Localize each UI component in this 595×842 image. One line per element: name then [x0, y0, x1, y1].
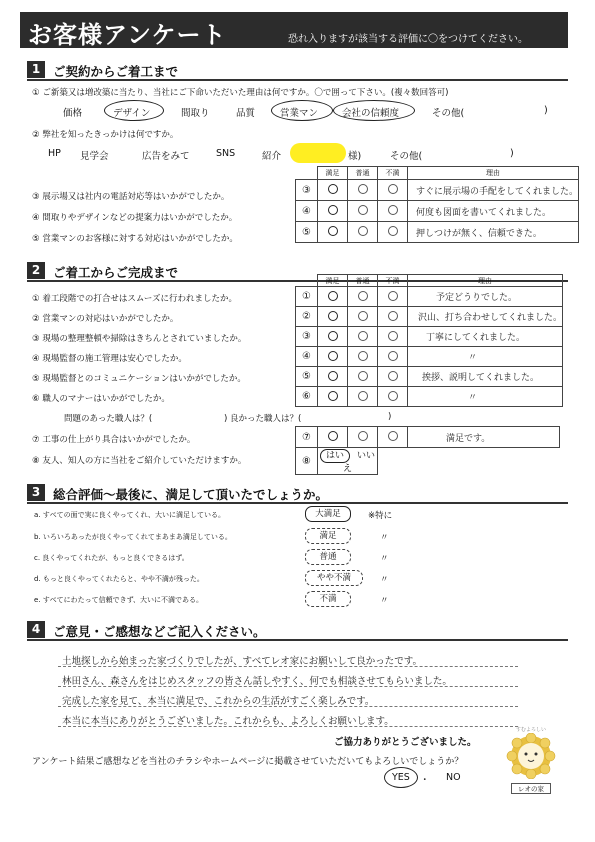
s3-a-label: a. すべての面で実に良くやってくれ、大いに満足している。 — [34, 511, 226, 519]
normal-radio[interactable] — [358, 371, 368, 381]
dissatisfied-radio[interactable] — [388, 331, 398, 341]
satisfied-radio[interactable] — [328, 226, 338, 236]
s1-q2-label: ② 弊社を知ったきっかけは何ですか。 — [32, 130, 179, 140]
s1-opt-other-close: ) — [544, 105, 548, 116]
comment-line-4: 本当に本当にありがとうございました。これからも、よろしくお願いします。 — [62, 716, 394, 727]
dissatisfied-radio[interactable] — [388, 184, 398, 194]
s1-head-dissatisfied: 不満 — [378, 167, 408, 180]
rating-box-normal[interactable]: 普通 — [305, 549, 351, 565]
satisfied-radio[interactable] — [328, 391, 338, 401]
dissatisfied-radio[interactable] — [388, 351, 398, 361]
rating-box-dissatisfied[interactable]: 不満 — [305, 591, 351, 607]
table-row — [296, 387, 563, 407]
s2-head-normal: 普通 — [348, 275, 378, 287]
table-row — [296, 287, 563, 307]
circled-yes-mark — [384, 767, 418, 788]
dissatisfied-radio[interactable] — [388, 391, 398, 401]
comment-line-3: 完成した家を見て、本当に満足で、これからの生活がすごく楽しみです。 — [62, 696, 375, 707]
row-number: ① — [296, 287, 318, 307]
reason-text: すぐに展示場の手配をしてくれました。 — [416, 186, 579, 197]
s1-opt-sales: 営業マン — [280, 108, 319, 119]
s2-q5-label: ⑤ 現場監督とのコミュニケーションはいかがでしたか。 — [32, 374, 246, 384]
dissatisfied-radio[interactable] — [388, 226, 398, 236]
s3-c-label: c. 良くやってくれたが、もっと良くできるはず。 — [34, 554, 189, 562]
table-row — [296, 201, 579, 222]
s1-opt-other: その他( — [432, 108, 465, 119]
reason-text: 押しつけが無く、信頼できた。 — [416, 228, 542, 239]
row-number: ⑦ — [296, 427, 318, 448]
table-row — [296, 222, 579, 243]
s1-opt-quality: 品質 — [236, 108, 256, 119]
publish-yes[interactable]: YES — [392, 772, 410, 783]
reason-text: 挨拶、説明してくれました。 — [422, 373, 540, 383]
s3-e-label: e. すべてにわたって信頼できず、大いに不満である。 — [34, 596, 204, 604]
s2-q2-label: ② 営業マンの対応はいかがでしたか。 — [32, 314, 179, 324]
comment-line-2: 林田さん、森さんをはじめスタッフの皆さん話しやすく、何でも相談させてもらいました。 — [62, 676, 452, 687]
s1-src-open-house: 見学会 — [80, 151, 109, 162]
reason-text: 沢山、打ち合わせしてくれました。 — [418, 313, 563, 323]
s2-head-satisfied: 満足 — [318, 275, 348, 287]
dissatisfied-radio[interactable] — [388, 371, 398, 381]
s2-q1-label: ① 着工段階での打合せはスムーズに行われましたか。 — [32, 294, 237, 304]
s2-q6-label: ⑥ 職人のマナーはいかがでしたか。 — [32, 394, 170, 404]
row-number: ⑤ — [296, 367, 318, 387]
row-number: ④ — [296, 347, 318, 367]
s1-q1-label: ① ご新築又は増改築に当たり、当社にご下命いただいた理由は何ですか。〇で囲って下さい。(複々数回答可) — [32, 88, 449, 98]
s1-q3-label: ③ 展示場又は社内の電話対応等はいかがでしたか。 — [32, 192, 230, 202]
s1-src-referral: 紹介 — [262, 151, 282, 162]
s1-head-normal: 普通 — [348, 167, 378, 180]
rating-box-satisfied[interactable]: 満足 — [305, 528, 351, 544]
s2-q8-label: ⑧ 友人、知人の方に当社をご紹介していただけますか。 — [32, 456, 247, 466]
section-3-number: 3 — [27, 484, 45, 501]
s3-d-label: d. もっと良くやってくれたらと、やや不満が残った。 — [34, 575, 204, 583]
rating-box-somewhat-dissatisfied[interactable]: やや不満 — [305, 570, 363, 586]
reason-text: 〃 — [468, 393, 478, 403]
s1-rating-table — [295, 166, 579, 243]
normal-radio[interactable] — [358, 226, 368, 236]
table-row — [296, 180, 579, 201]
s1-src-other-close: ) — [510, 148, 514, 159]
satisfied-radio[interactable] — [328, 205, 338, 215]
s3-d-mark: 〃 — [380, 575, 389, 585]
reason-text: 丁寧にしてくれました。 — [426, 333, 526, 343]
satisfied-radio[interactable] — [328, 431, 338, 441]
s2-head-reason: 理由 — [408, 275, 563, 287]
normal-radio[interactable] — [358, 331, 368, 341]
no-option[interactable]: いいえ — [342, 451, 375, 474]
thanks-text: ご協力ありがとうございました。 — [334, 737, 477, 748]
s1-q4-label: ④ 間取りやデザインなどの提案力はいかがでしたか。 — [32, 213, 238, 223]
s1-head-satisfied: 満足 — [318, 167, 348, 180]
s2-craft-end: ) — [388, 412, 392, 422]
normal-radio[interactable] — [358, 431, 368, 441]
section-4-title: ご意見・ご感想などご記入ください。 — [53, 624, 266, 639]
rating-box-very-satisfied[interactable]: 大満足 — [305, 506, 351, 522]
comment-line-1: 土地探しから始まった家づくりでしたが、すべてレオ家にお願いして良かったです。 — [62, 656, 423, 667]
normal-radio[interactable] — [358, 311, 368, 321]
s1-head-reason: 理由 — [408, 167, 579, 180]
table-row — [296, 448, 560, 475]
s2-q3-label: ③ 現場の整理整頓や掃除はきちんとされていましたか。 — [32, 334, 247, 344]
section-3-rule — [27, 502, 568, 504]
logo-top-text: すむよろしい — [515, 727, 546, 733]
reason-text: 何度も図面を書いてくれました。 — [416, 207, 552, 218]
section-1-rule — [27, 79, 568, 81]
row-number: ② — [296, 307, 318, 327]
reason-text: 予定どうりでした。 — [436, 293, 518, 303]
row-number: ⑧ — [296, 448, 318, 475]
logo-name: レオの家 — [511, 783, 551, 794]
lion-icon — [505, 733, 557, 779]
s2-rating-table — [295, 274, 563, 407]
section-1-number: 1 — [27, 61, 45, 78]
s2-q7q8-table — [295, 426, 560, 475]
publish-no[interactable]: NO — [446, 772, 461, 783]
s1-opt-price: 価格 — [63, 108, 83, 119]
satisfied-radio[interactable] — [328, 371, 338, 381]
section-2-number: 2 — [27, 262, 45, 279]
satisfied-radio[interactable] — [328, 351, 338, 361]
s1-opt-trust: 会社の信頼度 — [342, 108, 400, 119]
s1-src-other: その他( — [390, 151, 423, 162]
satisfied-radio[interactable] — [328, 311, 338, 321]
section-3-title: 総合評価～最後に、満足して頂いたでしょうか。 — [53, 487, 329, 502]
satisfied-radio[interactable] — [328, 184, 338, 194]
row-number: ④ — [296, 201, 318, 222]
dissatisfied-radio[interactable] — [388, 205, 398, 215]
s2-craft-good: ) 良かった職人は？( — [224, 414, 302, 424]
publish-separator: ・ — [420, 775, 430, 786]
circled-trust-mark — [333, 100, 415, 121]
s3-b-mark: 〃 — [380, 533, 389, 543]
table-row — [296, 347, 563, 367]
normal-radio[interactable] — [358, 205, 368, 215]
s3-a-mark: ※特に — [368, 511, 393, 521]
dissatisfied-radio[interactable] — [388, 291, 398, 301]
s1-src-sama: 様) — [348, 151, 362, 162]
reason-text: 満足です。 — [446, 433, 491, 444]
s3-c-mark: 〃 — [380, 554, 389, 564]
s2-q4-label: ④ 現場監督の施工管理は安心でしたか。 — [32, 354, 187, 364]
circled-sales-mark — [271, 100, 333, 121]
s3-b-label: b. いろいろあったが良くやってくれてまあまあ満足している。 — [34, 533, 232, 541]
s1-src-sns: SNS — [216, 148, 236, 159]
table-row — [296, 427, 560, 448]
table-row — [296, 327, 563, 347]
s1-src-ad: 広告をみて — [142, 151, 190, 162]
satisfied-radio[interactable] — [328, 291, 338, 301]
page-subtitle: 恐れ入りますが該当する評価に〇をつけてください。 — [288, 34, 528, 45]
s3-e-mark: 〃 — [380, 596, 389, 606]
normal-radio[interactable] — [358, 351, 368, 361]
section-4-number: 4 — [27, 621, 45, 638]
table-row — [296, 367, 563, 387]
dissatisfied-radio[interactable] — [388, 311, 398, 321]
row-number: ③ — [296, 327, 318, 347]
yes-option[interactable]: はい — [320, 449, 350, 463]
normal-radio[interactable] — [358, 391, 368, 401]
row-number: ⑥ — [296, 387, 318, 407]
row-number: ③ — [296, 180, 318, 201]
section-4-rule — [27, 639, 568, 641]
dissatisfied-radio[interactable] — [388, 431, 398, 441]
section-1-title: ご契約からご着工まで — [53, 64, 179, 79]
section-2-title: ご着工からご完成まで — [53, 265, 179, 280]
redaction-highlight — [290, 143, 346, 163]
row-number: ⑤ — [296, 222, 318, 243]
reason-text: 〃 — [468, 353, 478, 363]
page-title: お客様アンケート — [28, 21, 227, 49]
company-logo — [505, 726, 557, 792]
normal-radio[interactable] — [358, 184, 368, 194]
s2-craft-bad: 問題のあった職人は？( — [64, 414, 153, 424]
satisfied-radio[interactable] — [328, 331, 338, 341]
circled-design-mark — [104, 100, 164, 121]
s1-q5-label: ⑤ 営業マンのお客様に対する対応はいかがでしたか。 — [32, 234, 238, 244]
table-row — [296, 307, 563, 327]
s2-head-dissatisfied: 不満 — [378, 275, 408, 287]
normal-radio[interactable] — [358, 291, 368, 301]
s2-q7-label: ⑦ 工事の仕上がり具合はいかがでしたか。 — [32, 435, 196, 445]
s1-src-hp: HP — [48, 148, 61, 159]
s1-opt-design: デザイン — [113, 108, 151, 119]
s1-opt-layout: 間取り — [181, 108, 210, 119]
publish-question: アンケート結果ご感想などを当社のチラシやホームページに掲載させていただいてもよろしいでしょうか？ — [32, 757, 464, 767]
